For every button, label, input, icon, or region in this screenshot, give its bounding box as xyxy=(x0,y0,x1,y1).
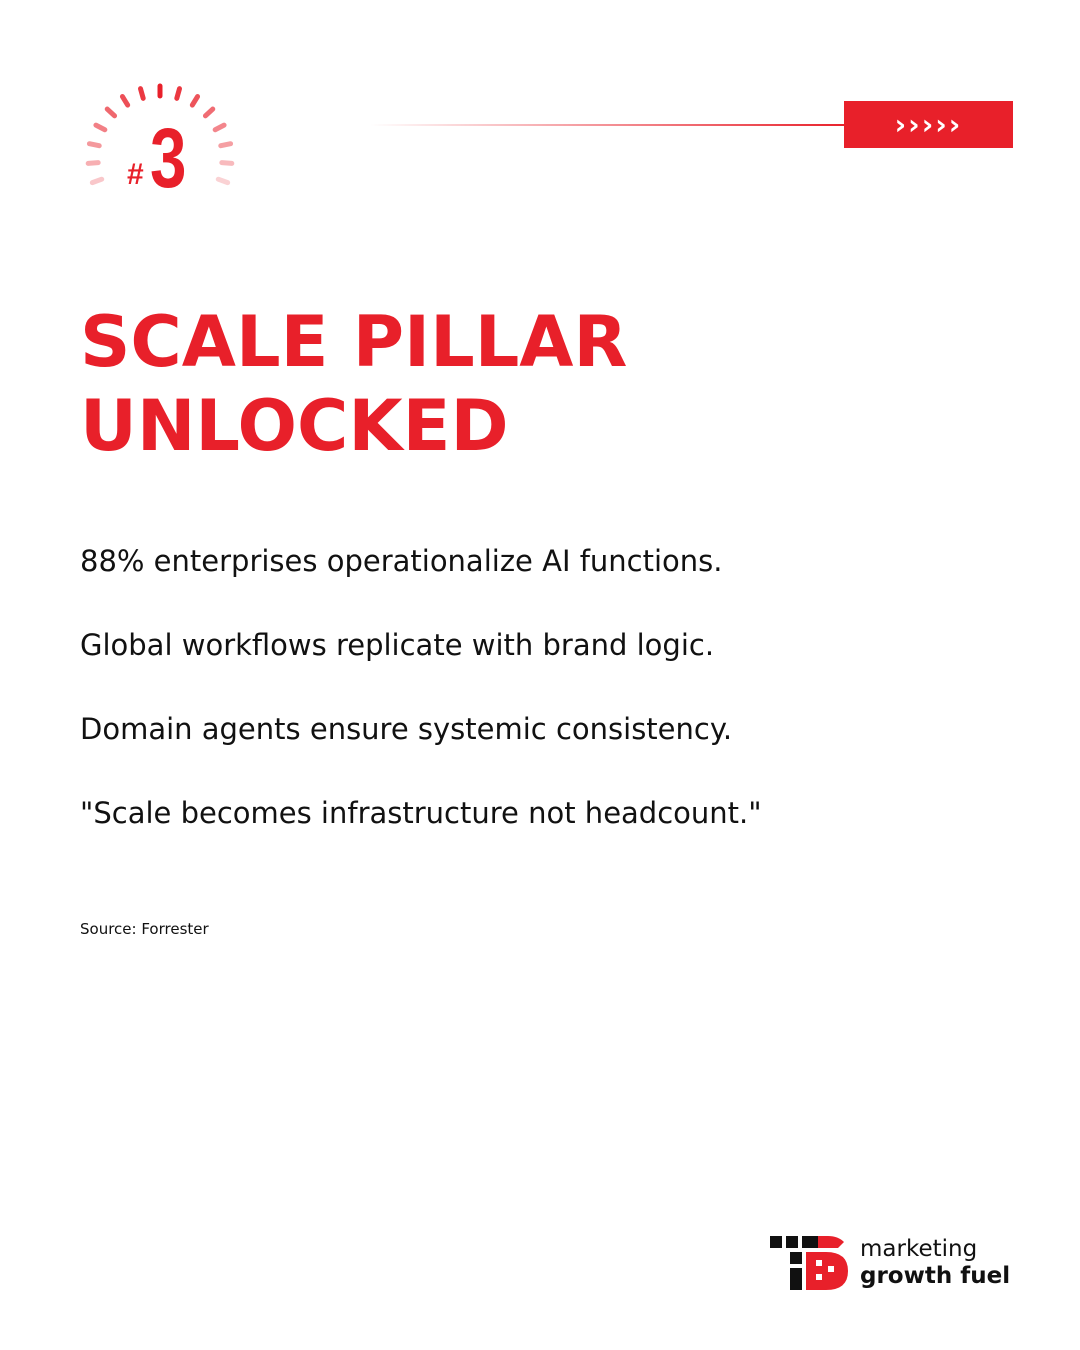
dial-tick xyxy=(88,163,98,164)
dial-tick xyxy=(92,179,101,182)
dial-tick xyxy=(192,97,197,106)
source-note: Source: Forrester xyxy=(80,920,209,938)
page-title xyxy=(80,300,980,468)
dial-tick xyxy=(122,97,127,106)
brand-name-line-2: growth fuel xyxy=(860,1263,1011,1289)
badge-number: 3 xyxy=(150,111,187,205)
dial-tick xyxy=(140,89,143,99)
title-line-1: SCALE PILLAR xyxy=(80,301,628,383)
dial-tick xyxy=(96,125,105,130)
next-arrows-button[interactable] xyxy=(844,101,1013,148)
dial-tick xyxy=(177,89,180,99)
dial-tick xyxy=(218,179,227,182)
badge-hash: # xyxy=(127,158,144,191)
dial-tick xyxy=(205,109,212,116)
body-line-2: Global workflows replicate with brand logic. xyxy=(80,628,715,662)
dial-tick xyxy=(107,109,114,116)
body-line-3: Domain agents ensure systemic consistency. xyxy=(80,712,733,746)
brand-logo xyxy=(768,1234,1028,1294)
body-line-1: 88% enterprises operationalize AI functions. xyxy=(80,544,723,578)
brand-mark-icon xyxy=(768,1234,854,1292)
header-divider-line xyxy=(370,124,850,126)
title-line-2: UNLOCKED xyxy=(80,385,509,467)
dial-tick xyxy=(221,144,231,146)
dial-tick xyxy=(215,125,224,130)
dial-tick xyxy=(89,144,99,146)
chevrons-right-icon: ››››› xyxy=(894,108,963,141)
brand-name-line-1: marketing xyxy=(860,1236,978,1262)
dial-tick xyxy=(222,163,232,164)
quote-line: "Scale becomes infrastructure not headcount." xyxy=(80,796,762,830)
step-badge xyxy=(80,80,245,210)
